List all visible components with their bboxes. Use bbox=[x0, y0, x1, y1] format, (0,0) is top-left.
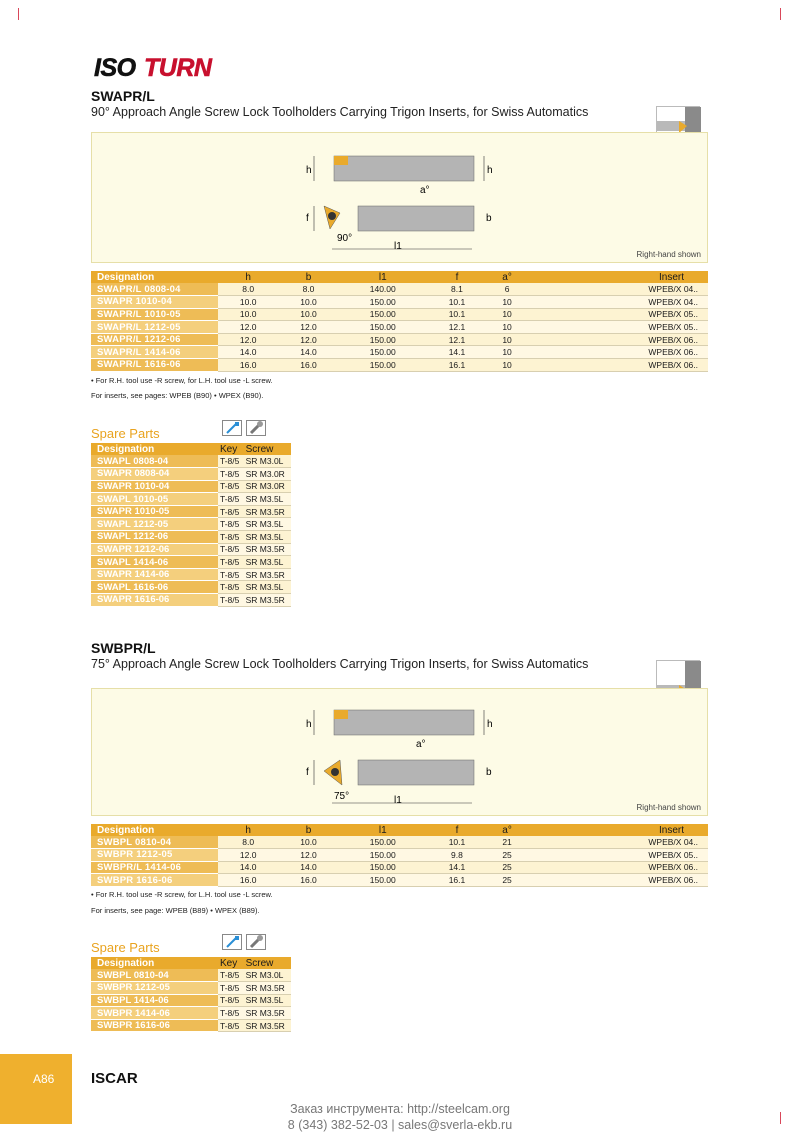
table-cell: 150.00 bbox=[339, 874, 427, 887]
column-header: f bbox=[427, 271, 487, 283]
table-cell: SR M3.0R bbox=[244, 480, 291, 493]
dim-f: f bbox=[306, 767, 309, 778]
table-cell: 12.0 bbox=[218, 849, 278, 862]
table-cell: 14.0 bbox=[278, 861, 338, 874]
crop-mark bbox=[780, 8, 781, 20]
table-row bbox=[91, 505, 291, 518]
table-cell: 16.0 bbox=[218, 874, 278, 887]
table-cell: SR M3.5R bbox=[244, 594, 291, 607]
table-cell: WPEB/X 05.. bbox=[527, 849, 708, 862]
designation-cell: SWAPR 1616-06 bbox=[91, 594, 218, 607]
section-title: SWBPR/L bbox=[91, 640, 156, 656]
spare-parts-table bbox=[91, 443, 291, 607]
table-cell: T-8/5 bbox=[218, 594, 244, 607]
table-cell: WPEB/X 05.. bbox=[527, 308, 708, 321]
column-header: Designation bbox=[91, 271, 218, 283]
table-cell: T-8/5 bbox=[218, 568, 244, 581]
table-cell: 150.00 bbox=[339, 861, 427, 874]
screw-note: • For R.H. tool use -R screw, for L.H. tool use -L screw. bbox=[91, 890, 273, 899]
table-cell: SR M3.0L bbox=[244, 455, 291, 468]
insert-note-prefix: For inserts, see page: bbox=[91, 906, 164, 915]
insert-note-prefix: For inserts, see pages: bbox=[91, 391, 168, 400]
table-cell: 10.0 bbox=[278, 308, 338, 321]
table-cell: SR M3.5R bbox=[244, 543, 291, 556]
table-row bbox=[91, 556, 291, 569]
table-cell: 12.0 bbox=[218, 333, 278, 346]
table-row bbox=[91, 994, 291, 1007]
insert-note-refs: WPEB (B90) • WPEX (B90). bbox=[169, 391, 264, 400]
svg-text:TURN: TURN bbox=[144, 54, 212, 82]
designation-cell: SWAPR/L 1414-06 bbox=[91, 346, 218, 359]
table-cell: 10 bbox=[487, 359, 527, 372]
table-cell: 12.0 bbox=[218, 321, 278, 334]
table-row bbox=[91, 1019, 291, 1032]
dim-f: f bbox=[306, 213, 309, 224]
table-cell: 150.00 bbox=[339, 359, 427, 372]
section-subtitle: 75° Approach Angle Screw Lock Toolholders Carrying Trigon Inserts, for Swiss Automatics bbox=[91, 657, 589, 671]
table-cell: 16.1 bbox=[427, 874, 487, 887]
spare-parts-title: Spare Parts bbox=[91, 426, 160, 441]
column-header: l1 bbox=[339, 271, 427, 283]
table-row bbox=[91, 468, 291, 481]
table-cell: 16.0 bbox=[278, 359, 338, 372]
designation-cell: SWBPL 0810-04 bbox=[91, 836, 218, 849]
table-cell: 25 bbox=[487, 849, 527, 862]
designation-cell: SWBPR 1616-06 bbox=[91, 874, 218, 887]
table-cell: 12.1 bbox=[427, 333, 487, 346]
table-cell: WPEB/X 04.. bbox=[527, 296, 708, 309]
table-cell: 10 bbox=[487, 346, 527, 359]
insert-note bbox=[91, 391, 263, 400]
column-header: h bbox=[218, 271, 278, 283]
table-row bbox=[91, 308, 708, 321]
dim-l1: l1 bbox=[394, 241, 402, 252]
right-hand-shown: Right-hand shown bbox=[636, 803, 701, 812]
table-cell: 14.0 bbox=[218, 346, 278, 359]
table-cell: 14.0 bbox=[218, 861, 278, 874]
page-number: A86 bbox=[33, 1072, 55, 1086]
table-row bbox=[91, 283, 708, 296]
table-cell: 14.1 bbox=[427, 346, 487, 359]
dim-b: b bbox=[486, 767, 492, 778]
table-row bbox=[91, 346, 708, 359]
table-cell: 25 bbox=[487, 874, 527, 887]
table-cell: T-8/5 bbox=[218, 543, 244, 556]
key-icon bbox=[222, 934, 242, 950]
table-cell: WPEB/X 05.. bbox=[527, 321, 708, 334]
table-row bbox=[91, 493, 291, 506]
table-cell: 8.0 bbox=[218, 836, 278, 849]
right-hand-shown: Right-hand shown bbox=[636, 250, 701, 259]
table-cell: 150.00 bbox=[339, 308, 427, 321]
table-cell: SR M3.5L bbox=[244, 994, 291, 1007]
table-cell: T-8/5 bbox=[218, 556, 244, 569]
section-subtitle: 90° Approach Angle Screw Lock Toolholders Carrying Trigon Inserts, for Swiss Automatics bbox=[91, 105, 589, 119]
table-cell: SR M3.5L bbox=[244, 531, 291, 544]
toolholder-drawing bbox=[292, 705, 492, 815]
table-cell: 16.1 bbox=[427, 359, 487, 372]
column-header: Designation bbox=[91, 824, 218, 836]
dim-a: a° bbox=[420, 185, 430, 196]
dim-angle: 75° bbox=[334, 791, 350, 802]
table-cell: 21 bbox=[487, 836, 527, 849]
column-header: Designation bbox=[91, 443, 218, 455]
table-cell: 10 bbox=[487, 296, 527, 309]
designation-cell: SWAPR/L 1616-06 bbox=[91, 359, 218, 372]
isoturn-logo bbox=[92, 52, 224, 82]
table-row bbox=[91, 594, 291, 607]
table-cell: T-8/5 bbox=[218, 480, 244, 493]
table-cell: 10.0 bbox=[218, 308, 278, 321]
table-row bbox=[91, 296, 708, 309]
table-cell: 150.00 bbox=[339, 321, 427, 334]
column-header: Key bbox=[218, 443, 244, 455]
footer-contact-line: 8 (343) 382-52-03 | sales@sverla-ekb.ru bbox=[287, 1118, 513, 1132]
table-cell: WPEB/X 06.. bbox=[527, 874, 708, 887]
dim-b: b bbox=[486, 213, 492, 224]
designation-cell: SWAPR 1010-05 bbox=[91, 505, 218, 518]
column-header: b bbox=[278, 271, 338, 283]
dim-h-left: h bbox=[306, 165, 312, 176]
designation-cell: SWAPR 0808-04 bbox=[91, 468, 218, 481]
table-cell: 150.00 bbox=[339, 333, 427, 346]
table-cell: WPEB/X 04.. bbox=[527, 283, 708, 296]
table-cell: T-8/5 bbox=[218, 994, 244, 1007]
column-header: Insert bbox=[527, 824, 708, 836]
dim-a: a° bbox=[416, 739, 426, 750]
insert-note-refs: WPEB (B89) • WPEX (B89). bbox=[165, 906, 260, 915]
table-row bbox=[91, 849, 708, 862]
insert-note bbox=[91, 906, 260, 915]
table-cell: 10 bbox=[487, 308, 527, 321]
table-row bbox=[91, 1007, 291, 1020]
spare-parts-title: Spare Parts bbox=[91, 940, 160, 955]
footer-order-line: Заказ инструмента: http://steelcam.org bbox=[290, 1102, 510, 1116]
designation-cell: SWAPL 1616-06 bbox=[91, 581, 218, 594]
designation-cell: SWAPR 1010-04 bbox=[91, 480, 218, 493]
dim-h-right: h bbox=[487, 719, 493, 730]
table-cell: 12.0 bbox=[278, 849, 338, 862]
table-cell: 10 bbox=[487, 321, 527, 334]
table-cell: 12.0 bbox=[278, 333, 338, 346]
column-header: Insert bbox=[527, 271, 708, 283]
table-cell: 10.0 bbox=[278, 836, 338, 849]
table-row bbox=[91, 531, 291, 544]
table-cell: SR M3.5L bbox=[244, 518, 291, 531]
designation-cell: SWAPR/L 1010-05 bbox=[91, 308, 218, 321]
screw-icon bbox=[246, 420, 266, 436]
designation-cell: SWAPL 1010-05 bbox=[91, 493, 218, 506]
designation-cell: SWAPR 1010-04 bbox=[91, 296, 218, 309]
table-cell: T-8/5 bbox=[218, 455, 244, 468]
crop-mark bbox=[18, 8, 19, 20]
table-row bbox=[91, 836, 708, 849]
column-header: Key bbox=[218, 957, 244, 969]
svg-text:ISO: ISO bbox=[94, 54, 136, 82]
designation-cell: SWBPR 1616-06 bbox=[91, 1019, 218, 1032]
table-cell: WPEB/X 06.. bbox=[527, 359, 708, 372]
table-cell: SR M3.5R bbox=[244, 568, 291, 581]
column-header: h bbox=[218, 824, 278, 836]
brand-name: ISCAR bbox=[91, 1070, 138, 1087]
designation-cell: SWAPL 1414-06 bbox=[91, 556, 218, 569]
table-cell: 8.0 bbox=[218, 283, 278, 296]
table-row bbox=[91, 982, 291, 995]
table-cell: 150.00 bbox=[339, 346, 427, 359]
table-cell: WPEB/X 06.. bbox=[527, 346, 708, 359]
designation-cell: SWBPR 1414-06 bbox=[91, 1007, 218, 1020]
table-cell: 14.1 bbox=[427, 861, 487, 874]
designation-cell: SWBPR/L 1414-06 bbox=[91, 861, 218, 874]
table-cell: T-8/5 bbox=[218, 1019, 244, 1032]
designation-cell: SWAPR 1414-06 bbox=[91, 568, 218, 581]
table-cell: SR M3.5R bbox=[244, 505, 291, 518]
table-row bbox=[91, 333, 708, 346]
spec-table bbox=[91, 824, 708, 887]
table-cell: 150.00 bbox=[339, 849, 427, 862]
designation-cell: SWBPL 1414-06 bbox=[91, 994, 218, 1007]
table-cell: 150.00 bbox=[339, 836, 427, 849]
table-row bbox=[91, 359, 708, 372]
table-cell: SR M3.0L bbox=[244, 969, 291, 982]
table-cell: WPEB/X 06.. bbox=[527, 333, 708, 346]
column-header: b bbox=[278, 824, 338, 836]
dim-h-right: h bbox=[487, 165, 493, 176]
designation-cell: SWBPL 0810-04 bbox=[91, 969, 218, 982]
designation-cell: SWAPR 1212-06 bbox=[91, 543, 218, 556]
screw-icon bbox=[246, 934, 266, 950]
table-cell: 12.0 bbox=[278, 321, 338, 334]
column-header: a° bbox=[487, 271, 527, 283]
table-cell: 140.00 bbox=[339, 283, 427, 296]
dim-h-left: h bbox=[306, 719, 312, 730]
table-cell: SR M3.5R bbox=[244, 1007, 291, 1020]
table-cell: T-8/5 bbox=[218, 1007, 244, 1020]
designation-cell: SWBPR 1212-05 bbox=[91, 849, 218, 862]
column-header: a° bbox=[487, 824, 527, 836]
designation-cell: SWAPL 0808-04 bbox=[91, 455, 218, 468]
table-cell: 6 bbox=[487, 283, 527, 296]
dim-l1: l1 bbox=[394, 795, 402, 806]
table-cell: 10.1 bbox=[427, 296, 487, 309]
column-header: Screw bbox=[244, 443, 291, 455]
designation-cell: SWAPR/L 1212-05 bbox=[91, 321, 218, 334]
column-header: l1 bbox=[339, 824, 427, 836]
table-cell: 12.1 bbox=[427, 321, 487, 334]
table-row bbox=[91, 969, 291, 982]
table-row bbox=[91, 518, 291, 531]
table-cell: 10.0 bbox=[278, 296, 338, 309]
section-title: SWAPR/L bbox=[91, 88, 155, 104]
table-cell: T-8/5 bbox=[218, 982, 244, 995]
table-cell: 10 bbox=[487, 333, 527, 346]
designation-cell: SWBPR 1212-05 bbox=[91, 982, 218, 995]
table-cell: SR M3.5L bbox=[244, 581, 291, 594]
designation-cell: SWAPL 1212-05 bbox=[91, 518, 218, 531]
screw-note: • For R.H. tool use -R screw, for L.H. tool use -L screw. bbox=[91, 376, 273, 385]
table-row bbox=[91, 321, 708, 334]
column-header: f bbox=[427, 824, 487, 836]
key-icon bbox=[222, 420, 242, 436]
table-cell: T-8/5 bbox=[218, 505, 244, 518]
drawing-panel bbox=[91, 132, 708, 263]
table-cell: SR M3.5R bbox=[244, 982, 291, 995]
table-cell: T-8/5 bbox=[218, 531, 244, 544]
table-cell: 8.0 bbox=[278, 283, 338, 296]
table-row bbox=[91, 581, 291, 594]
table-cell: SR M3.5R bbox=[244, 1019, 291, 1032]
table-row bbox=[91, 861, 708, 874]
table-cell: SR M3.5L bbox=[244, 493, 291, 506]
toolholder-drawing bbox=[292, 151, 492, 261]
drawing-panel bbox=[91, 688, 708, 816]
table-cell: 16.0 bbox=[278, 874, 338, 887]
designation-cell: SWAPR/L 1212-06 bbox=[91, 333, 218, 346]
column-header: Designation bbox=[91, 957, 218, 969]
dim-angle: 90° bbox=[337, 233, 353, 244]
table-cell: T-8/5 bbox=[218, 969, 244, 982]
table-cell: 150.00 bbox=[339, 296, 427, 309]
table-cell: WPEB/X 06.. bbox=[527, 861, 708, 874]
table-cell: T-8/5 bbox=[218, 493, 244, 506]
table-cell: 25 bbox=[487, 861, 527, 874]
table-cell: WPEB/X 04.. bbox=[527, 836, 708, 849]
table-row bbox=[91, 568, 291, 581]
table-cell: SR M3.5L bbox=[244, 556, 291, 569]
table-cell: SR M3.0R bbox=[244, 468, 291, 481]
designation-cell: SWAPL 1212-06 bbox=[91, 531, 218, 544]
table-row bbox=[91, 874, 708, 887]
table-cell: T-8/5 bbox=[218, 468, 244, 481]
spec-table bbox=[91, 271, 708, 372]
table-row bbox=[91, 455, 291, 468]
table-cell: T-8/5 bbox=[218, 518, 244, 531]
column-header: Screw bbox=[244, 957, 291, 969]
table-cell: 10.0 bbox=[218, 296, 278, 309]
table-cell: 16.0 bbox=[218, 359, 278, 372]
table-row bbox=[91, 543, 291, 556]
table-row bbox=[91, 480, 291, 493]
spare-parts-table bbox=[91, 957, 291, 1032]
designation-cell: SWAPR/L 0808-04 bbox=[91, 283, 218, 296]
table-cell: 10.1 bbox=[427, 836, 487, 849]
table-cell: 8.1 bbox=[427, 283, 487, 296]
table-cell: 14.0 bbox=[278, 346, 338, 359]
table-cell: 9.8 bbox=[427, 849, 487, 862]
table-cell: 10.1 bbox=[427, 308, 487, 321]
table-cell: T-8/5 bbox=[218, 581, 244, 594]
